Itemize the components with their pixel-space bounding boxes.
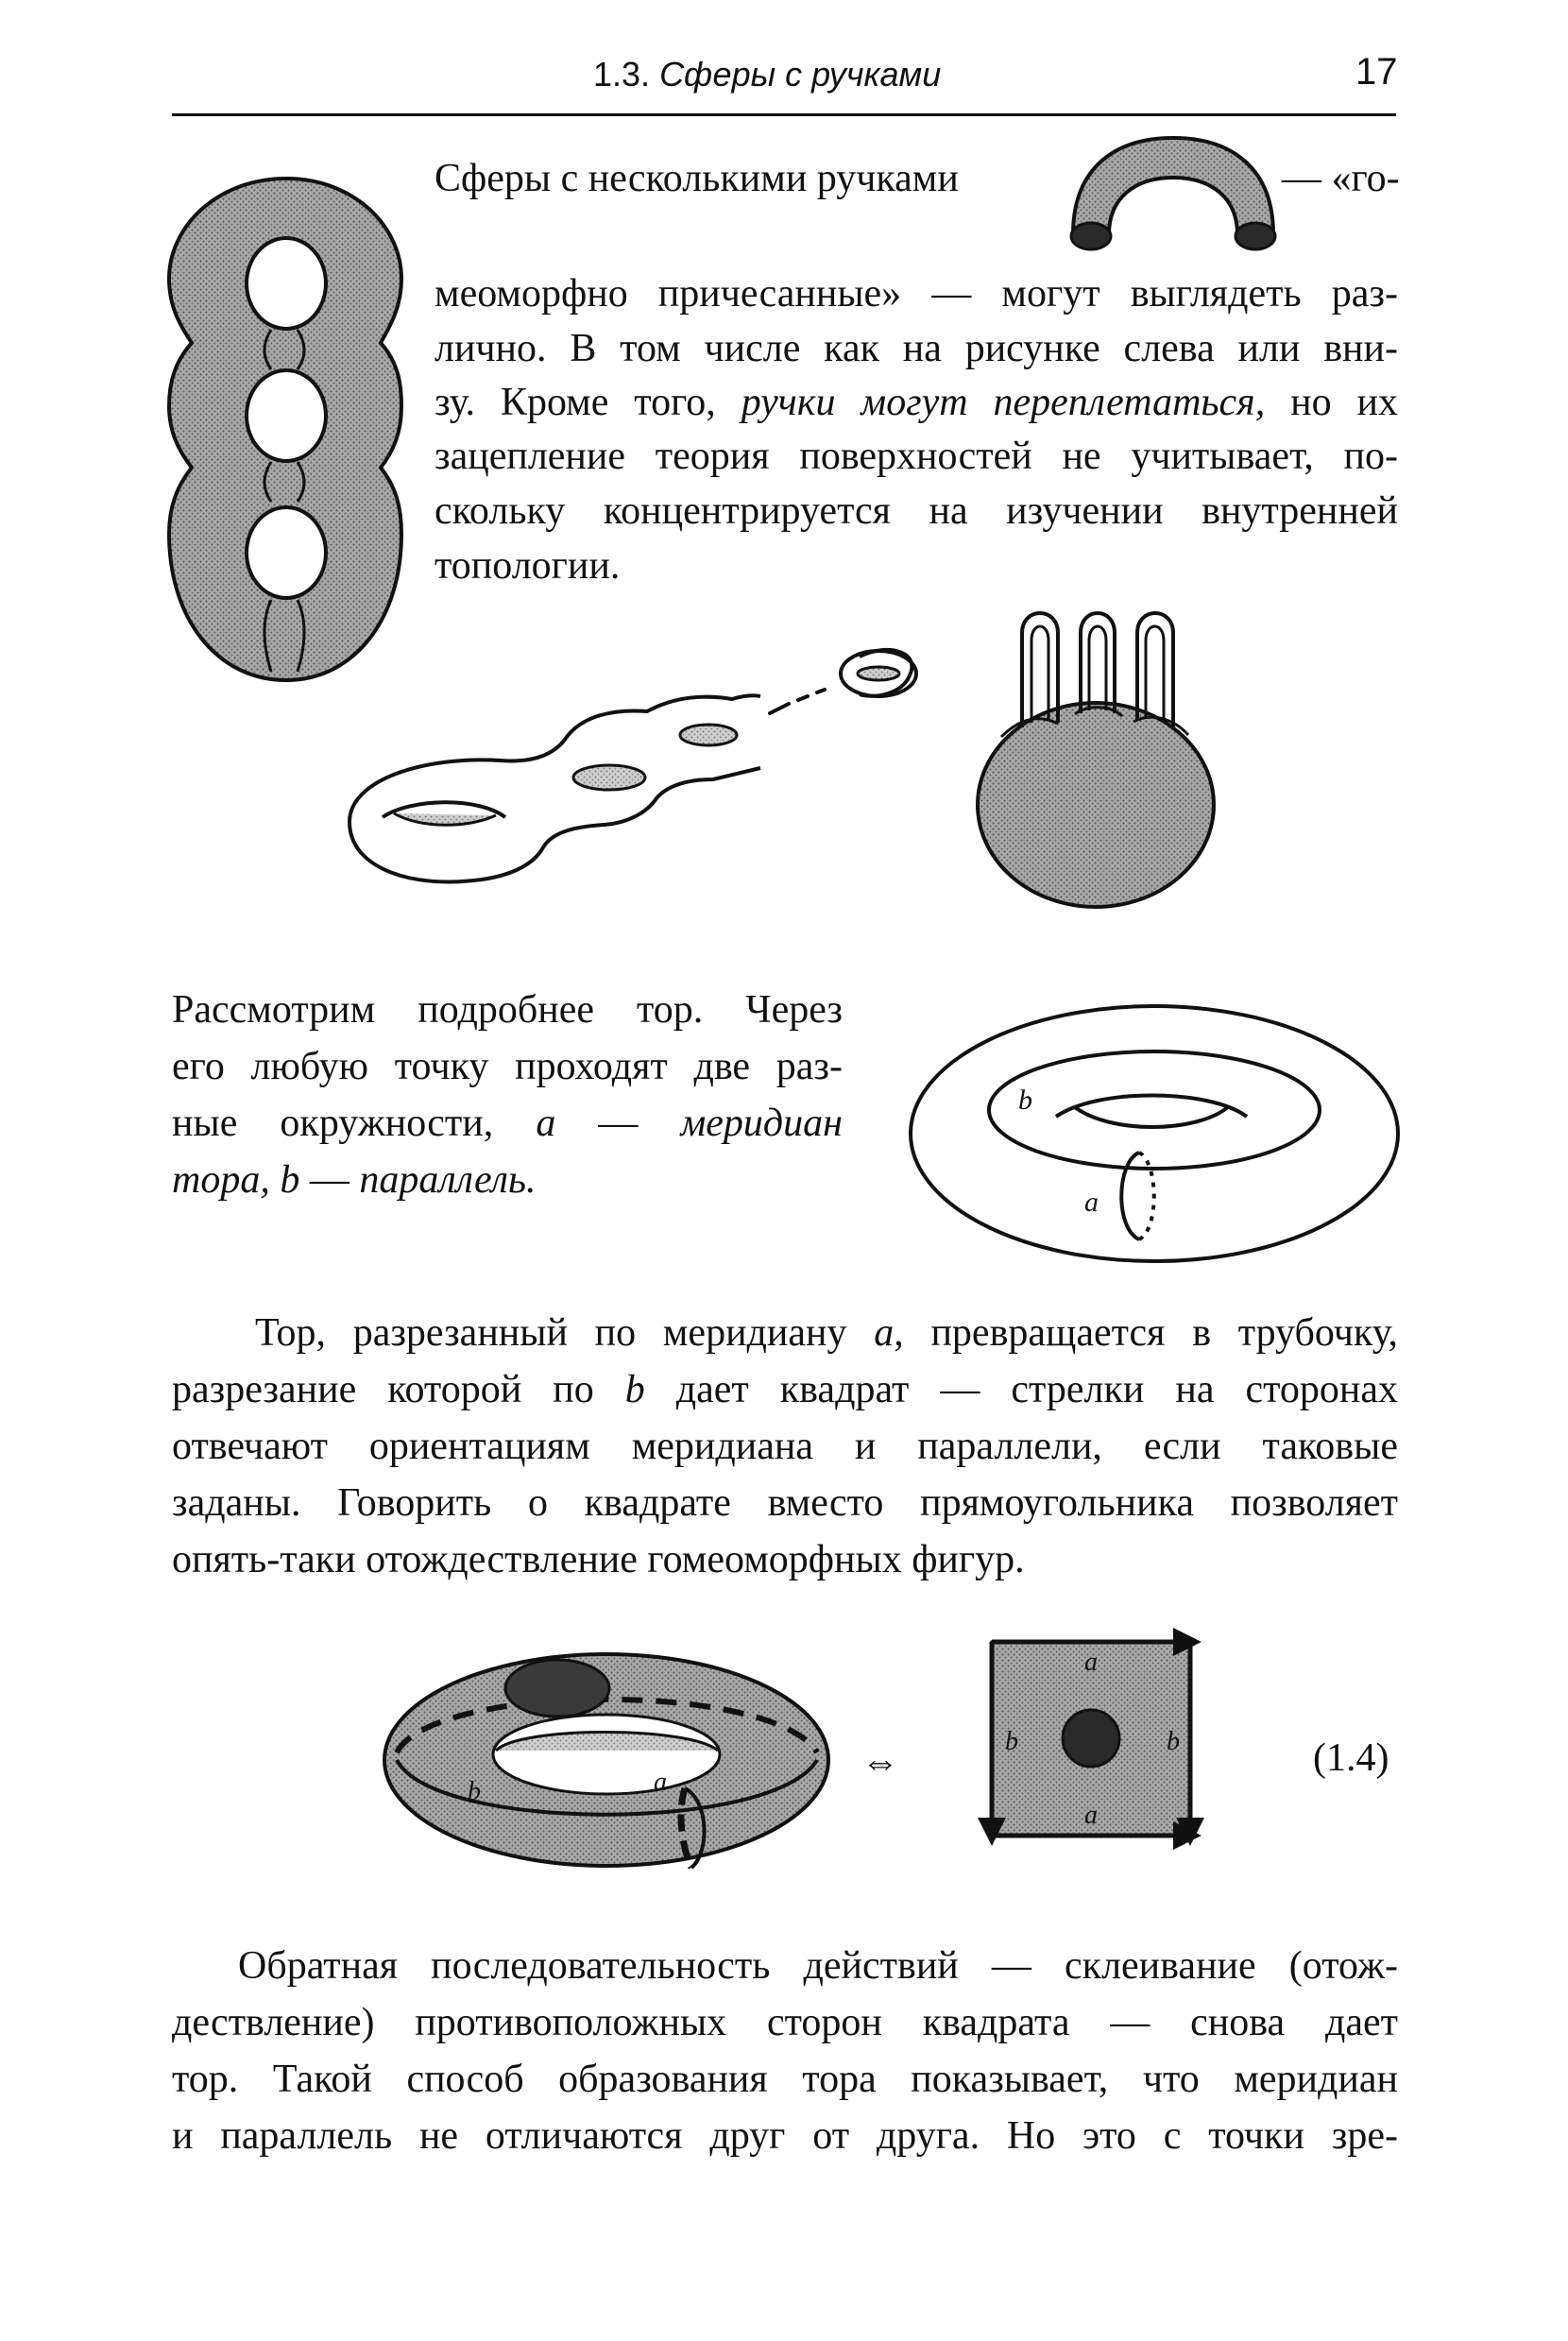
para2-line1: Рассмотрим подробнее тор. Через xyxy=(172,988,843,1032)
para3-meridian-letter: a xyxy=(874,1311,895,1355)
chain-surface-figure xyxy=(345,628,921,888)
page-number: 17 xyxy=(1355,51,1398,93)
running-header xyxy=(593,55,941,94)
fig14-square-label-right: b xyxy=(1167,1727,1180,1756)
chain-hole-3 xyxy=(680,725,737,745)
para3-line2 xyxy=(172,1370,1398,1410)
para1-line5: зацепление теория поверхностей не учитывает, по- xyxy=(435,435,1398,478)
three-hole-surface-figure xyxy=(165,175,406,685)
para3-line2-a: разрезание которой по xyxy=(172,1368,594,1411)
para3-line1-a: Тор, разрезанный по меридиану xyxy=(255,1311,847,1355)
para1-line4-c: но их xyxy=(1290,381,1399,424)
torus-parallel-b xyxy=(989,1051,1320,1169)
para2-meridian-word: меридиан xyxy=(680,1102,843,1145)
para3-line2-c: дает квадрат — стрелки на сторонах xyxy=(675,1368,1399,1411)
section-number: 1.3. xyxy=(593,55,651,94)
sphere-with-handles-figure xyxy=(963,595,1228,907)
para1-line4-italic: ручки могут переплетаться, xyxy=(741,381,1266,424)
header-rule xyxy=(172,113,1396,116)
fig14-dark-disc xyxy=(505,1660,609,1717)
para3-line1-c: , превращается в трубочку, xyxy=(894,1311,1399,1355)
para1-line1-end: — «го- xyxy=(1282,157,1400,200)
para4-line4: и параллель не отличаются друг от друга. Но это с точки зре- xyxy=(172,2114,1398,2158)
fig-1-4-square xyxy=(973,1625,1209,1852)
fig14-torus-label-a: a xyxy=(654,1768,667,1797)
fig14-square-label-left: b xyxy=(1005,1727,1018,1756)
fig14-square-label-top: a xyxy=(1084,1648,1098,1677)
torus-label-b: b xyxy=(1018,1085,1032,1116)
torus-inner-hole xyxy=(1056,1096,1247,1128)
para3-line5: опять-таки отождествление гомеоморфных фигур. xyxy=(172,1538,1025,1581)
para4-line1: Обратная последовательность действий — склеивание (отож- xyxy=(238,1944,1398,1988)
chain-hole-2 xyxy=(573,765,645,790)
para2-line4 xyxy=(172,1160,537,1200)
para2-line2: его любую точку проходят две раз- xyxy=(172,1045,843,1088)
para1-line3: лично. В том числе как на рисунке слева или вни- xyxy=(435,327,1398,370)
para3-line3: отвечают ориентациям меридиана и параллели, если таковые xyxy=(172,1425,1398,1468)
para1-line2: меоморфно причесанные» — могут выглядеть раз- xyxy=(435,272,1398,316)
hole-top xyxy=(247,238,326,329)
para2-parallel-word: параллель. xyxy=(359,1158,537,1202)
handle-foot-left xyxy=(1071,223,1111,249)
para4-line2: дествление) противоположных сторон квадрата — снова дает xyxy=(172,2001,1398,2044)
fig14-square-label-bottom: a xyxy=(1084,1801,1098,1830)
para1-line4 xyxy=(435,383,1398,422)
section-title: Сферы с ручками xyxy=(659,55,942,94)
para3-line1 xyxy=(255,1313,1398,1353)
sphere-body xyxy=(978,703,1214,907)
para1-line7: топологии. xyxy=(435,544,621,588)
fig14-torus-label-b: b xyxy=(468,1777,481,1806)
para2-line3-dash: — xyxy=(598,1102,639,1145)
torus-label-a: a xyxy=(1084,1187,1099,1218)
para2-parallel-letter: b xyxy=(280,1158,300,1202)
para2-line3-a: ные окружности, xyxy=(172,1102,494,1145)
para2-line4-a: тора, xyxy=(172,1158,270,1202)
fig14-equivalence-symbol: ⇔ xyxy=(861,1740,899,1783)
fig14-square-disc xyxy=(1063,1710,1119,1767)
para2-line4-dash: — xyxy=(309,1158,349,1202)
handle-body xyxy=(1073,138,1273,234)
para2-meridian-letter: a xyxy=(536,1102,556,1145)
torus-meridian-a-back xyxy=(1139,1153,1154,1239)
torus-outer xyxy=(911,1006,1398,1261)
para2-line3 xyxy=(172,1103,843,1143)
para1-line4-a: зу. Кроме того, xyxy=(435,381,716,424)
fig14-equation-number: (1.4) xyxy=(1313,1736,1389,1780)
handle-figure xyxy=(1065,132,1281,274)
para1-line6: скольку концентрируется на изучении внутренней xyxy=(435,489,1398,533)
para3-line4: заданы. Говорить о квадрате вместо прямоугольника позволяет xyxy=(172,1481,1398,1525)
handle-loop-2 xyxy=(1081,613,1115,713)
torus-meridian-parallel-figure xyxy=(907,1001,1403,1271)
hole-bottom xyxy=(247,507,326,598)
hole-middle xyxy=(247,370,326,461)
para3-parallel-letter: b xyxy=(624,1368,645,1411)
torus-meridian-a-front xyxy=(1121,1153,1139,1239)
para1-line1-start: Сферы с несколькими ручками xyxy=(435,157,959,200)
fig-1-4-torus xyxy=(378,1649,836,1875)
para4-line3: тор. Такой способ образования тора показывает, что меридиан xyxy=(172,2058,1398,2101)
handle-foot-right xyxy=(1236,223,1275,249)
